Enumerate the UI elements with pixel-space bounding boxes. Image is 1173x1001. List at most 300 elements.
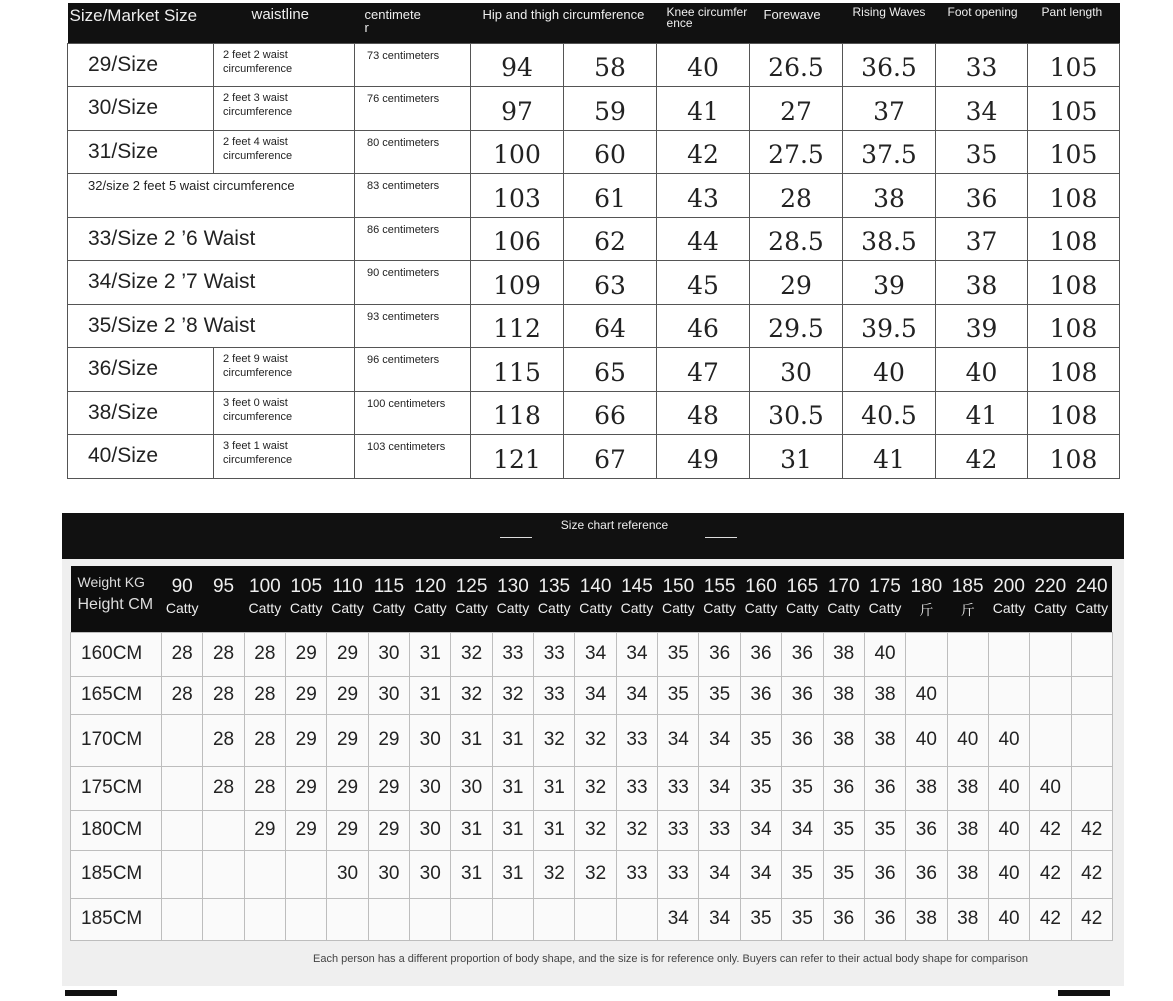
- measurement-value: 27: [750, 87, 843, 131]
- weight-unit: Catty: [455, 600, 488, 616]
- weight-value: 95: [212, 576, 235, 597]
- size-row: [68, 391, 1120, 435]
- corner-bar-left: [65, 990, 117, 996]
- recommended-size: 32: [575, 810, 616, 850]
- recommended-size: 30: [410, 810, 451, 850]
- recommended-size: 30: [410, 850, 451, 898]
- recommended-size: 33: [658, 850, 699, 898]
- measurement-value: 36: [936, 174, 1028, 218]
- weight-unit: Catty: [289, 600, 323, 616]
- size-row: [68, 261, 1120, 305]
- header-knee: Knee circumfer ence: [657, 3, 750, 43]
- measurement-value: 103: [471, 174, 564, 218]
- recommended-size: 33: [616, 850, 657, 898]
- height-cm-label: Height CM: [77, 596, 154, 613]
- weight-value: 100: [249, 576, 281, 597]
- recommended-size: 31: [451, 850, 492, 898]
- pants-size-table: [67, 3, 1120, 479]
- recommended-size: 33: [699, 810, 740, 850]
- recommended-size: 34: [575, 632, 616, 676]
- waist-centimeters: 86 centimeters: [355, 217, 471, 261]
- recommended-size: [1071, 766, 1112, 810]
- measurement-value: 49: [657, 435, 750, 479]
- weight-kg-label: Weight KG: [77, 574, 145, 590]
- measurement-value: 29.5: [750, 304, 843, 348]
- weight-column-header: [906, 566, 947, 632]
- recommended-size: 31: [410, 632, 451, 676]
- recommended-size: 28: [244, 766, 285, 810]
- weight-column-header: [451, 566, 492, 632]
- recommended-size: 36: [782, 676, 823, 714]
- measurement-value: 39: [843, 261, 936, 305]
- size-row: [68, 304, 1120, 348]
- recommended-size: 28: [203, 632, 244, 676]
- weight-column-header: [203, 566, 244, 632]
- recommended-size: 42: [1030, 898, 1071, 940]
- recommended-size: [244, 850, 285, 898]
- weight-unit: Catty: [661, 600, 695, 616]
- measurement-value: 41: [936, 391, 1028, 435]
- weight-column-header: [492, 566, 533, 632]
- recommended-size: 42: [1030, 810, 1071, 850]
- header-waistline: waistline: [214, 3, 355, 43]
- recommended-size: 32: [534, 850, 575, 898]
- recommended-size: [1071, 714, 1112, 766]
- waist-feet: 2 feet 9 waist circumference: [214, 348, 355, 392]
- size-label: 33/Size 2 ’6 Waist: [68, 217, 355, 261]
- recommended-size: 38: [947, 766, 988, 810]
- recommended-size: [988, 676, 1029, 714]
- recommended-size: 36: [823, 898, 864, 940]
- recommended-size: 33: [534, 676, 575, 714]
- recommended-size: 31: [492, 850, 533, 898]
- height-label: 170CM: [71, 714, 162, 766]
- measurement-value: 61: [564, 174, 657, 218]
- header-forewave: Forewave: [750, 3, 843, 43]
- recommended-size: 33: [534, 632, 575, 676]
- weight-unit: Catty: [372, 600, 406, 616]
- recommended-size: 34: [782, 810, 823, 850]
- measurement-value: 44: [657, 217, 750, 261]
- measurement-value: 39.5: [843, 304, 936, 348]
- recommended-size: [410, 898, 451, 940]
- recommended-size: [947, 632, 988, 676]
- weight-unit: 斤: [960, 602, 975, 618]
- measurement-value: 42: [936, 435, 1028, 479]
- height-row: [71, 632, 1113, 676]
- recommended-size: 29: [286, 714, 327, 766]
- weight-header-row: [71, 566, 1113, 632]
- recommended-size: 40: [988, 714, 1029, 766]
- measurement-value: 36.5: [843, 43, 936, 87]
- recommended-size: 40: [988, 850, 1029, 898]
- height-label: 165CM: [71, 676, 162, 714]
- size-label: 40/Size: [68, 435, 214, 479]
- header-centimeter: centimete r: [355, 3, 471, 43]
- measurement-value: 105: [1028, 43, 1120, 87]
- measurement-value: 62: [564, 217, 657, 261]
- recommended-size: 31: [492, 766, 533, 810]
- size-row: [68, 217, 1120, 261]
- waist-centimeters: 76 centimeters: [355, 87, 471, 131]
- weight-height-corner: [71, 566, 162, 632]
- measurement-value: 106: [471, 217, 564, 261]
- recommended-size: 38: [947, 898, 988, 940]
- measurement-value: 37: [936, 217, 1028, 261]
- measurement-value: 48: [657, 391, 750, 435]
- weight-unit: Catty: [703, 600, 736, 616]
- weight-unit: Catty: [992, 600, 1026, 616]
- size-label: 32/size 2 feet 5 waist circumference: [68, 174, 355, 218]
- recommended-size: [162, 810, 203, 850]
- recommended-size: [286, 850, 327, 898]
- weight-value: 120: [414, 576, 447, 597]
- recommended-size: 31: [451, 810, 492, 850]
- recommended-size: 35: [658, 676, 699, 714]
- recommended-size: 36: [699, 632, 740, 676]
- recommended-size: 31: [410, 676, 451, 714]
- measurement-value: 35: [936, 130, 1028, 174]
- header-pant-length: Pant length: [1028, 3, 1120, 43]
- waist-centimeters: 83 centimeters: [355, 174, 471, 218]
- measurement-value: 40.5: [843, 391, 936, 435]
- measurement-value: 38: [936, 261, 1028, 305]
- recommended-size: 40: [988, 766, 1029, 810]
- recommended-size: 34: [699, 850, 740, 898]
- measurement-value: 63: [564, 261, 657, 305]
- recommended-size: 40: [1030, 766, 1071, 810]
- recommended-size: 30: [410, 766, 451, 810]
- recommended-size: 42: [1030, 850, 1071, 898]
- recommended-size: 29: [244, 810, 285, 850]
- recommended-size: 35: [782, 766, 823, 810]
- weight-unit: Catty: [331, 600, 364, 616]
- measurement-value: 40: [936, 348, 1028, 392]
- measurement-value: 30.5: [750, 391, 843, 435]
- weight-unit: 斤: [919, 602, 934, 618]
- recommended-size: 33: [492, 632, 533, 676]
- recommended-size: 29: [327, 714, 368, 766]
- size-label: 29/Size: [68, 43, 214, 87]
- measurement-value: 66: [564, 391, 657, 435]
- weight-column-header: [947, 566, 988, 632]
- recommended-size: 28: [244, 676, 285, 714]
- height-label: 175CM: [71, 766, 162, 810]
- recommended-size: 42: [1071, 850, 1112, 898]
- recommended-size: 38: [947, 850, 988, 898]
- height-label: 160CM: [71, 632, 162, 676]
- recommended-size: 36: [906, 810, 947, 850]
- recommended-size: 29: [327, 766, 368, 810]
- measurement-value: 42: [657, 130, 750, 174]
- recommended-size: 36: [906, 850, 947, 898]
- recommended-size: 38: [947, 810, 988, 850]
- recommended-size: [988, 632, 1029, 676]
- waist-centimeters: 90 centimeters: [355, 261, 471, 305]
- height-row: [71, 810, 1113, 850]
- footer-note: Each person has a different proportion of body shape, and the size is for reference only. Buyers can refer to their actual body shape for comparison: [313, 953, 1029, 965]
- weight-value: 200: [993, 576, 1025, 597]
- size-table-header: [68, 3, 1120, 43]
- recommended-size: 36: [740, 676, 781, 714]
- measurement-value: 26.5: [750, 43, 843, 87]
- recommended-size: 30: [410, 714, 451, 766]
- waist-centimeters: 73 centimeters: [355, 43, 471, 87]
- recommended-size: [1071, 676, 1112, 714]
- recommended-size: 30: [368, 632, 409, 676]
- measurement-value: 97: [471, 87, 564, 131]
- recommended-size: 34: [740, 810, 781, 850]
- weight-column-header: [410, 566, 451, 632]
- recommended-size: 32: [575, 714, 616, 766]
- recommended-size: [162, 766, 203, 810]
- weight-unit: Catty: [496, 600, 530, 616]
- measurement-value: 29: [750, 261, 843, 305]
- measurement-value: 64: [564, 304, 657, 348]
- weight-unit: Catty: [165, 600, 199, 616]
- waist-centimeters: 80 centimeters: [355, 130, 471, 174]
- weight-value: 105: [290, 576, 323, 597]
- waist-centimeters: 103 centimeters: [355, 435, 471, 479]
- recommended-size: 35: [823, 810, 864, 850]
- weight-value: 135: [538, 576, 571, 597]
- banner-divider-left: [500, 537, 532, 538]
- measurement-value: 46: [657, 304, 750, 348]
- recommended-size: 29: [286, 810, 327, 850]
- weight-value: 125: [455, 576, 488, 597]
- waist-centimeters: 93 centimeters: [355, 304, 471, 348]
- measurement-value: 121: [471, 435, 564, 479]
- header-foot-opening: Foot opening: [936, 3, 1028, 43]
- recommended-size: [1030, 632, 1071, 676]
- measurement-value: 108: [1028, 391, 1120, 435]
- recommended-size: 29: [327, 676, 368, 714]
- recommended-size: 34: [740, 850, 781, 898]
- recommended-size: 29: [368, 766, 409, 810]
- measurement-value: 105: [1028, 130, 1120, 174]
- recommended-size: 31: [534, 766, 575, 810]
- weight-value: 115: [373, 576, 405, 597]
- height-label: 185CM: [71, 850, 162, 898]
- measurement-value: 108: [1028, 304, 1120, 348]
- recommended-size: [244, 898, 285, 940]
- waist-centimeters: 100 centimeters: [355, 391, 471, 435]
- recommended-size: [162, 714, 203, 766]
- recommended-size: [162, 898, 203, 940]
- recommended-size: 30: [368, 676, 409, 714]
- weight-column-header: [616, 566, 657, 632]
- weight-value: 185: [951, 576, 984, 597]
- weight-column-header: [864, 566, 905, 632]
- measurement-value: 108: [1028, 261, 1120, 305]
- waist-feet: 3 feet 0 waist circumference: [214, 391, 355, 435]
- weight-unit: Catty: [785, 600, 819, 616]
- recommended-size: 33: [658, 766, 699, 810]
- recommended-size: 34: [616, 676, 657, 714]
- recommended-size: 36: [864, 850, 905, 898]
- recommended-size: 36: [864, 898, 905, 940]
- recommended-size: 28: [162, 676, 203, 714]
- recommended-size: 40: [906, 714, 947, 766]
- recommended-size: 38: [823, 632, 864, 676]
- measurement-value: 41: [657, 87, 750, 131]
- weight-column-header: [740, 566, 781, 632]
- weight-unit: Catty: [827, 600, 861, 616]
- measurement-value: 31: [750, 435, 843, 479]
- weight-column-header: [1071, 566, 1112, 632]
- recommended-size: 36: [864, 766, 905, 810]
- measurement-value: 39: [936, 304, 1028, 348]
- weight-unit: Catty: [579, 600, 612, 616]
- recommended-size: 30: [327, 850, 368, 898]
- recommended-size: 30: [368, 850, 409, 898]
- waist-feet: 2 feet 4 waist circumference: [214, 130, 355, 174]
- weight-value: 130: [497, 576, 529, 597]
- measurement-value: 94: [471, 43, 564, 87]
- recommended-size: 35: [740, 766, 781, 810]
- measurement-value: 28.5: [750, 217, 843, 261]
- recommended-size: 29: [368, 714, 409, 766]
- height-weight-table: [70, 566, 1113, 941]
- recommended-size: 32: [451, 632, 492, 676]
- weight-column-header: [162, 566, 203, 632]
- recommended-size: 33: [616, 714, 657, 766]
- recommended-size: 36: [782, 632, 823, 676]
- weight-column-header: [699, 566, 740, 632]
- measurement-value: 43: [657, 174, 750, 218]
- recommended-size: 38: [823, 676, 864, 714]
- weight-value: 160: [745, 576, 777, 597]
- measurement-value: 118: [471, 391, 564, 435]
- weight-value: 155: [703, 576, 736, 597]
- recommended-size: 35: [658, 632, 699, 676]
- recommended-size: 28: [203, 676, 244, 714]
- recommended-size: [616, 898, 657, 940]
- recommended-size: 35: [699, 676, 740, 714]
- recommended-size: 42: [1071, 898, 1112, 940]
- waist-feet: 2 feet 3 waist circumference: [214, 87, 355, 131]
- recommended-size: 36: [740, 632, 781, 676]
- weight-value: 150: [662, 576, 695, 597]
- recommended-size: 29: [286, 632, 327, 676]
- measurement-value: 45: [657, 261, 750, 305]
- recommended-size: [368, 898, 409, 940]
- size-label: 35/Size 2 ’8 Waist: [68, 304, 355, 348]
- measurement-value: 34: [936, 87, 1028, 131]
- size-row: [68, 348, 1120, 392]
- recommended-size: 35: [740, 898, 781, 940]
- recommended-size: [286, 898, 327, 940]
- measurement-value: 28: [750, 174, 843, 218]
- measurement-value: 112: [471, 304, 564, 348]
- recommended-size: 34: [699, 766, 740, 810]
- recommended-size: 28: [203, 714, 244, 766]
- measurement-value: 67: [564, 435, 657, 479]
- recommended-size: 40: [906, 676, 947, 714]
- weight-value: 165: [786, 576, 819, 597]
- weight-value: 110: [332, 576, 363, 597]
- height-row: [71, 766, 1113, 810]
- recommended-size: 34: [616, 632, 657, 676]
- measurement-value: 108: [1028, 217, 1120, 261]
- recommended-size: 28: [244, 632, 285, 676]
- recommended-size: 38: [864, 676, 905, 714]
- recommended-size: 32: [616, 810, 657, 850]
- measurement-value: 60: [564, 130, 657, 174]
- weight-column-header: [244, 566, 285, 632]
- recommended-size: [451, 898, 492, 940]
- measurement-value: 41: [843, 435, 936, 479]
- size-label: 30/Size: [68, 87, 214, 131]
- recommended-size: 34: [699, 714, 740, 766]
- recommended-size: [534, 898, 575, 940]
- measurement-value: 59: [564, 87, 657, 131]
- recommended-size: 35: [740, 714, 781, 766]
- measurement-value: 38.5: [843, 217, 936, 261]
- weight-value: 175: [869, 576, 901, 597]
- waist-centimeters: 96 centimeters: [355, 348, 471, 392]
- recommended-size: 40: [864, 632, 905, 676]
- size-label: 31/Size: [68, 130, 214, 174]
- size-row: [68, 174, 1120, 218]
- size-row: [68, 435, 1120, 479]
- waist-feet: 3 feet 1 waist circumference: [214, 435, 355, 479]
- measurement-value: 37.5: [843, 130, 936, 174]
- recommended-size: 32: [451, 676, 492, 714]
- measurement-value: 40: [657, 43, 750, 87]
- weight-unit: Catty: [744, 600, 778, 616]
- weight-column-header: [782, 566, 823, 632]
- weight-column-header: [327, 566, 368, 632]
- measurement-value: 33: [936, 43, 1028, 87]
- height-label: 180CM: [71, 810, 162, 850]
- recommended-size: [203, 810, 244, 850]
- weight-unit: Catty: [620, 600, 654, 616]
- recommended-size: 30: [451, 766, 492, 810]
- weight-unit: Catty: [248, 600, 282, 616]
- waist-feet: 2 feet 2 waist circumference: [214, 43, 355, 87]
- measurement-value: 108: [1028, 435, 1120, 479]
- recommended-size: 40: [988, 898, 1029, 940]
- recommended-size: 35: [864, 810, 905, 850]
- size-label: 36/Size: [68, 348, 214, 392]
- size-label: 34/Size 2 ’7 Waist: [68, 261, 355, 305]
- weight-unit: Catty: [1034, 600, 1067, 616]
- recommended-size: 33: [658, 810, 699, 850]
- weight-value: 145: [621, 576, 653, 597]
- measurement-value: 40: [843, 348, 936, 392]
- recommended-size: [947, 676, 988, 714]
- height-row: [71, 850, 1113, 898]
- recommended-size: 40: [988, 810, 1029, 850]
- recommended-size: [1030, 714, 1071, 766]
- recommended-size: 34: [575, 676, 616, 714]
- weight-value: 140: [579, 576, 612, 597]
- measurement-value: 105: [1028, 87, 1120, 131]
- measurement-value: 27.5: [750, 130, 843, 174]
- weight-column-header: [534, 566, 575, 632]
- recommended-size: [492, 898, 533, 940]
- recommended-size: [1030, 676, 1071, 714]
- measurement-value: 30: [750, 348, 843, 392]
- recommended-size: 28: [203, 766, 244, 810]
- height-label: 185CM: [71, 898, 162, 940]
- weight-unit: Catty: [1075, 600, 1109, 616]
- recommended-size: 36: [782, 714, 823, 766]
- weight-column-header: [823, 566, 864, 632]
- recommended-size: 35: [782, 850, 823, 898]
- weight-value: 90: [171, 576, 193, 597]
